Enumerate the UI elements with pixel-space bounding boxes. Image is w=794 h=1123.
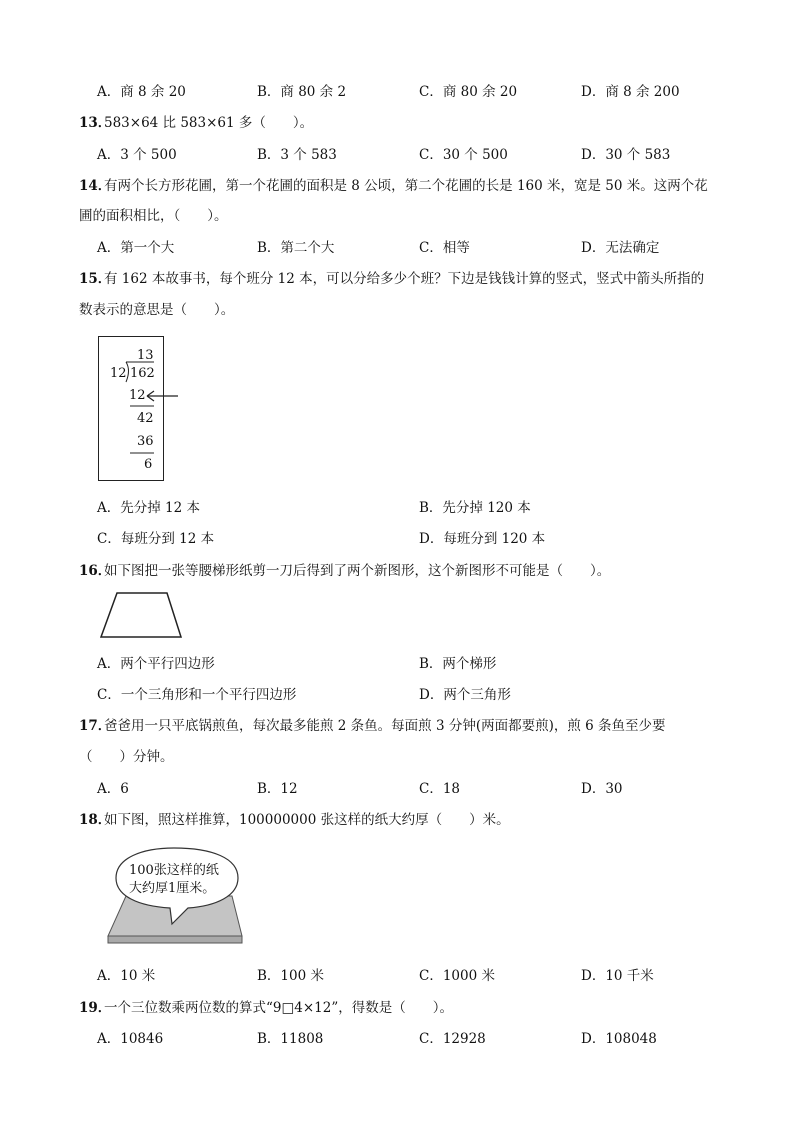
division-step1: 12: [129, 388, 146, 403]
q19-option-d[interactable]: D．108048: [581, 1031, 657, 1047]
q19-option-b[interactable]: B．11808: [257, 1031, 324, 1047]
q14-text-line1: 有两个长方形花圃，第一个花圃的面积是 8 公顷，第二个花圃的长是 160 米，宽是 50 米。这两个花: [104, 178, 708, 194]
q15-option-c[interactable]: C．每班分到 12 本: [97, 531, 215, 547]
q16-option-b[interactable]: B．两个梯形: [419, 656, 497, 672]
q13-option-d[interactable]: D．30 个 583: [581, 147, 671, 163]
q14-number: 14．: [79, 178, 112, 194]
q17-option-d[interactable]: D．30: [581, 781, 623, 797]
division-dividend: 162: [130, 366, 155, 381]
q17-text-line2: （ ）分钟。: [79, 749, 174, 765]
q16-text: 如下图把一张等腰梯形纸剪一刀后得到了两个新图形，这个新图形不可能是（ ）。: [104, 563, 611, 579]
q15-option-b[interactable]: B．先分掉 120 本: [419, 500, 531, 516]
q15-text-line2: 数表示的意思是（ ）。: [79, 302, 235, 318]
q15-text-line1: 有 162 本故事书，每个班分 12 本，可以分给多少个班？下边是钱钱计算的竖式，竖式中箭头所指的: [104, 271, 705, 287]
q19-option-a[interactable]: A．10846: [97, 1031, 164, 1047]
q17-option-b[interactable]: B．12: [257, 781, 298, 797]
q19-option-c[interactable]: C．12928: [419, 1031, 486, 1047]
q14-option-a[interactable]: A．第一个大: [97, 240, 175, 256]
q12-option-c[interactable]: C．商 80 余 20: [419, 84, 518, 100]
q18-option-b[interactable]: B．100 米: [257, 968, 324, 984]
q18-text: 如下图，照这样推算，100000000 张这样的纸大约厚（ ）米。: [104, 812, 510, 828]
q13-option-a[interactable]: A．3 个 500: [97, 147, 177, 163]
bubble-text-line2: 大约厚1厘米。: [129, 881, 216, 896]
q14-text-line2: 圃的面积相比，（ ）。: [79, 208, 228, 224]
division-divisor: 12: [110, 366, 127, 381]
q18-option-c[interactable]: C．1000 米: [419, 968, 495, 984]
bubble-text-line1: 100张这样的纸: [129, 863, 219, 878]
q15-option-a[interactable]: A．先分掉 12 本: [97, 500, 201, 516]
division-step2: 42: [137, 411, 154, 426]
division-quotient: 13: [137, 348, 154, 363]
q14-option-d[interactable]: D．无法确定: [581, 240, 660, 256]
q14-option-c[interactable]: C．相等: [419, 240, 470, 256]
q13-option-b[interactable]: B．3 个 583: [257, 147, 337, 163]
q18-number: 18．: [79, 812, 112, 828]
q17-option-c[interactable]: C．18: [419, 781, 461, 797]
q16-number: 16．: [79, 563, 112, 579]
q18-option-d[interactable]: D．10 千米: [581, 968, 654, 984]
q14-option-b[interactable]: B．第二个大: [257, 240, 335, 256]
division-remainder: 6: [144, 457, 153, 472]
q19-text: 一个三位数乘两位数的算式“9□4×12”，得数是（ ）。: [104, 1000, 453, 1016]
q13-option-c[interactable]: C．30 个 500: [419, 147, 508, 163]
division-step3: 36: [137, 434, 154, 449]
q17-number: 17．: [79, 718, 112, 734]
q13-text: 583×64 比 583×61 多（ ）。: [104, 115, 314, 131]
q17-text-line1: 爸爸用一只平底锅煎鱼，每次最多能煎 2 条鱼。每面煎 3 分钟(两面都要煎)，煎 6 条鱼至少要: [104, 718, 666, 734]
q12-option-d[interactable]: D．商 8 余 200: [581, 84, 680, 100]
q16-option-c[interactable]: C．一个三角形和一个平行四边形: [97, 687, 297, 703]
paper-stack-illustration: [104, 844, 246, 950]
isosceles-trapezoid-figure: [98, 590, 184, 640]
q16-option-a[interactable]: A．两个平行四边形: [97, 656, 215, 672]
q12-option-b[interactable]: B．商 80 余 2: [257, 84, 347, 100]
q17-option-a[interactable]: A．6: [97, 781, 129, 797]
q13-number: 13．: [79, 115, 112, 131]
q16-option-d[interactable]: D．两个三角形: [419, 687, 511, 703]
q12-option-a[interactable]: A．商 8 余 20: [97, 84, 186, 100]
q18-option-a[interactable]: A．10 米: [97, 968, 156, 984]
q15-option-d[interactable]: D．每班分到 120 本: [419, 531, 546, 547]
long-division-lines: [98, 336, 164, 481]
q15-number: 15．: [79, 271, 112, 287]
long-division-figure: [98, 336, 164, 481]
q19-number: 19．: [79, 1000, 112, 1016]
